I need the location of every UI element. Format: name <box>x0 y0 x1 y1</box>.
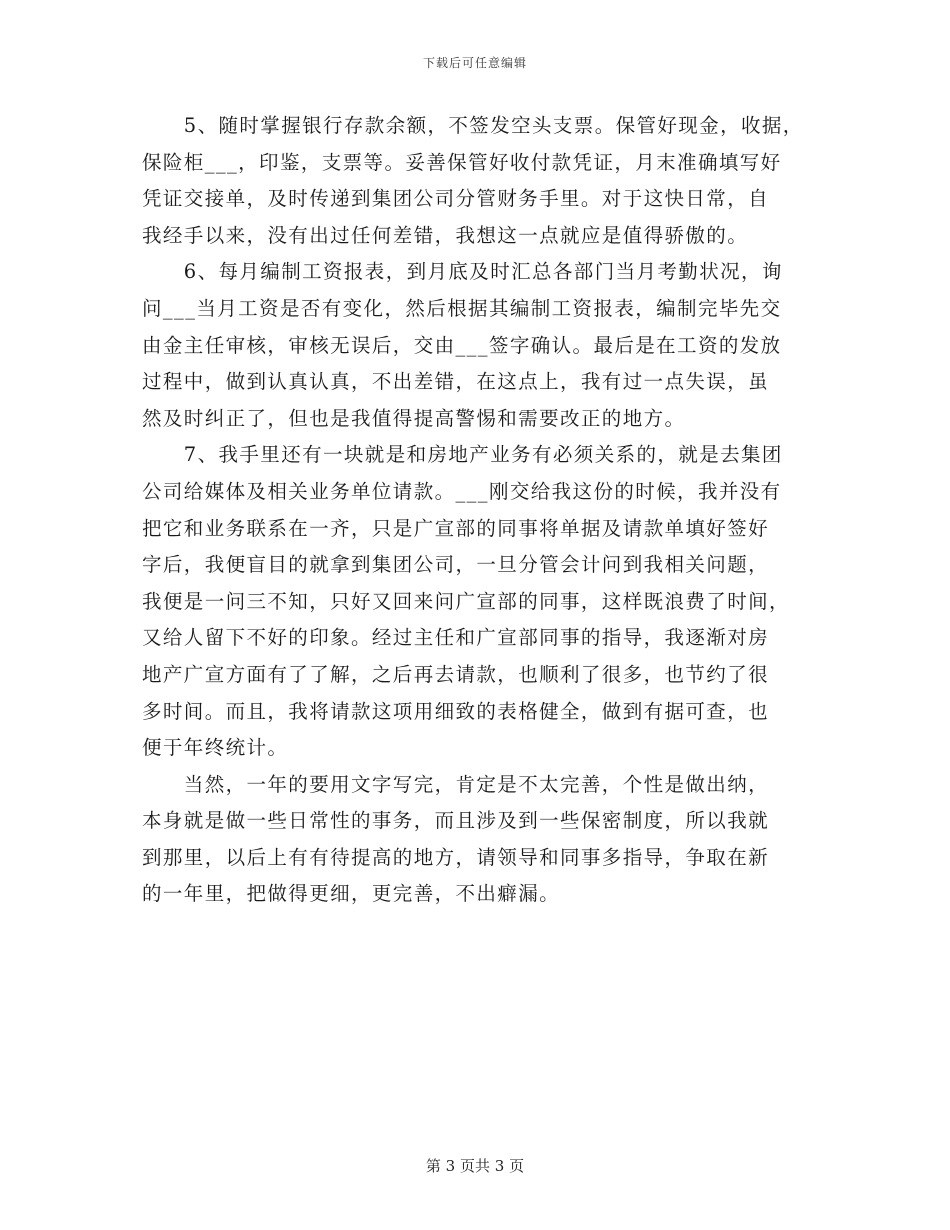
text-line: 地产广宣方面有了了解，之后再去请款，也顺利了很多，也节约了很 <box>142 662 770 686</box>
text-line: 当然，一年的要用文字写完，肯定是不太完善，个性是做出纳， <box>142 772 770 796</box>
text-line: 由金主任审核，审核无误后，交由___签字确认。最后是在工资的发放 <box>142 333 782 357</box>
text-line: 到那里，以后上有有待提高的地方，请领导和同事多指导，争取在新 <box>142 845 770 869</box>
text-line: 又给人留下不好的印象。经过主任和广宣部同事的指导，我逐渐对房 <box>142 626 770 650</box>
text-line: 保险柜___，印鉴，支票等。妥善保管好收付款凭证，月末准确填写好 <box>142 150 782 174</box>
page-header: 下载后可任意编辑 <box>422 56 527 70</box>
text-line: 问___当月工资是否有变化，然后根据其编制工资报表，编制完毕先交 <box>142 296 782 320</box>
text-line: 我经手以来，没有出过任何差错，我想这一点就应是值得骄傲的。 <box>142 223 749 247</box>
text-line: 的一年里，把做得更细，更完善，不出癖漏。 <box>142 882 561 906</box>
document-body <box>142 108 822 913</box>
text-line: 便于年终统计。 <box>142 736 289 760</box>
text-line: 我便是一问三不知，只好又回来问广宣部的同事，这样既浪费了时间， <box>142 589 790 613</box>
text-line: 然及时纠正了，但也是我值得提高警惕和需要改正的地方。 <box>142 406 686 430</box>
text-line: 本身就是做一些日常性的事务，而且涉及到一些保密制度，所以我就 <box>142 809 770 833</box>
text-line: 6、每月编制工资报表，到月底及时汇总各部门当月考勤状况，询 <box>142 260 783 284</box>
text-line: 字后，我便盲目的就拿到集团公司，一旦分管会计问到我相关问题， <box>142 553 770 577</box>
text-line: 把它和业务联系在一齐，只是广宣部的同事将单据及请款单填好签好 <box>142 516 770 540</box>
text-line: 公司给媒体及相关业务单位请款。___刚交给我这份的时候，我并没有 <box>142 479 782 503</box>
text-line: 凭证交接单，及时传递到集团公司分管财务手里。对于这快日常，自 <box>142 187 770 211</box>
page-footer: 第 3 页共 3 页 <box>425 1157 525 1175</box>
text-line: 过程中，做到认真认真，不出差错，在这点上，我有过一点失误，虽 <box>142 370 770 394</box>
text-line: 5、随时掌握银行存款余额，不签发空头支票。保管好现金，收据， <box>142 114 804 137</box>
text-line: 7、我手里还有一块就是和房地产业务有必须关系的，就是去集团 <box>142 443 783 467</box>
text-line: 多时间。而且，我将请款这项用细致的表格健全，做到有据可查，也 <box>142 699 770 723</box>
